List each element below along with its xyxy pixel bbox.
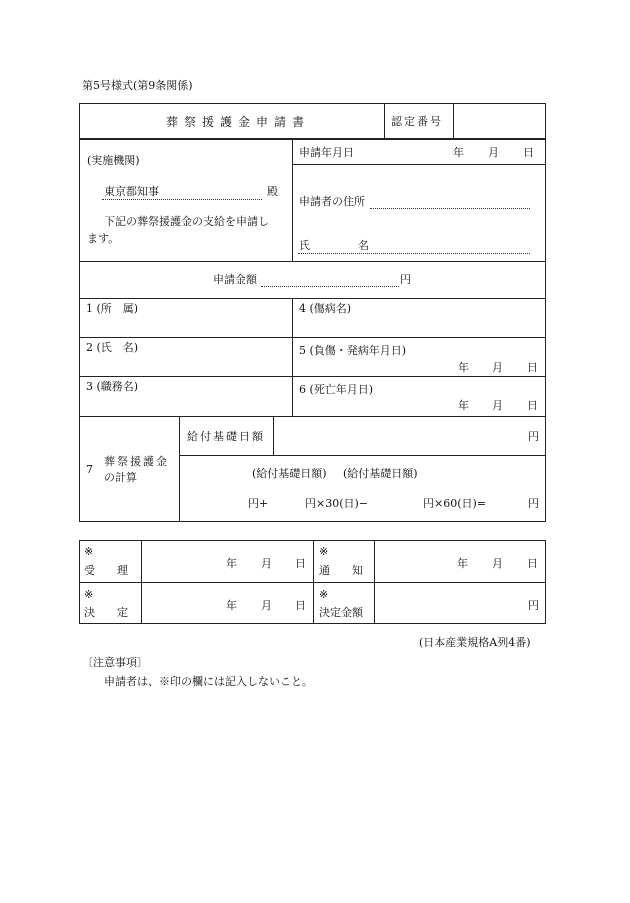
date-year: 年 [453,146,464,159]
decision-year: 年 [226,599,237,612]
row2-label: 2 (氏 名) [86,341,139,354]
addressee: 東京都知事 [104,185,159,198]
notice-year: 年 [457,557,468,570]
notice-day: 日 [527,557,538,570]
date-day: 日 [523,146,534,159]
decided-amount-yen: 円 [528,599,539,612]
receipt-month: 月 [261,557,272,570]
formula-part-1: 円+ [248,497,269,510]
notes-text: 申請者は、※印の欄には記入しないこと。 [104,675,313,688]
row6-day: 日 [527,399,538,412]
application-date-label: 申請年月日 [299,146,354,159]
receipt-day: 日 [295,557,306,570]
honorific: 殿 [267,185,278,198]
address-field[interactable] [370,208,530,209]
row6-year: 年 [458,399,469,412]
row5-label: 5 (負傷・発病年月日) [299,344,407,357]
decision-day: 日 [295,599,306,612]
formula-part-4: 円 [528,497,539,510]
decision-month: 月 [261,599,272,612]
daily-base-label: 給付基礎日額 [187,430,265,443]
receipt-label: 受 理 [84,564,128,577]
row3-label: 3 (職務名) [86,380,139,393]
form-label: 第5号様式(第9条関係) [82,79,193,92]
receipt-year: 年 [226,557,237,570]
date-month: 月 [488,146,499,159]
calc-label-line1: 葬祭援護金 [104,455,169,468]
formula-header-2: (給付基礎日額) [343,467,418,480]
daily-base-yen: 円 [528,430,539,443]
formula-header-1: (給付基礎日額) [252,467,327,480]
approval-number-field[interactable] [453,103,546,139]
amount-yen: 円 [400,273,411,286]
mark-decision: ※ [84,588,94,601]
name-label: 氏 [299,239,310,252]
row6-month: 月 [492,399,503,412]
amount-field[interactable] [261,286,399,287]
notice-label: 通 知 [319,564,363,577]
agency-label: (実施機関) [87,154,140,167]
paper-size-note: (日本産業規格A列4番) [419,636,531,649]
decided-amount-label: 決定金額 [319,606,363,619]
request-text-line2: ます。 [87,232,120,245]
row6-label: 6 (死亡年月日) [299,383,374,396]
row4-label: 4 (傷病名) [299,302,352,315]
decision-label: 決 定 [84,606,128,619]
name-field[interactable] [298,253,530,254]
amount-label: 申請金額 [213,273,257,286]
mark-receipt: ※ [84,545,94,558]
request-text-line1: 下記の葬祭援護金の支給を申請し [104,215,269,228]
calc-label-line2: の計算 [104,471,137,484]
approval-number-label: 認定番号 [391,115,443,128]
mark-decided-amount: ※ [319,588,329,601]
form-title: 葬祭援護金申請書 [166,115,311,129]
row5-month: 月 [492,361,503,374]
formula-part-2: 円×30(日)− [305,497,369,510]
formula-part-3: 円×60(日)= [423,497,487,510]
calc-number: 7 [86,463,93,476]
name-label-2: 名 [358,239,369,252]
address-label: 申請者の住所 [299,195,365,208]
row5-day: 日 [527,361,538,374]
notice-month: 月 [492,557,503,570]
notes-heading: 〔注意事項〕 [82,656,148,669]
row1-label: 1 (所 属) [86,302,139,315]
mark-notice: ※ [319,545,329,558]
row5-year: 年 [458,361,469,374]
